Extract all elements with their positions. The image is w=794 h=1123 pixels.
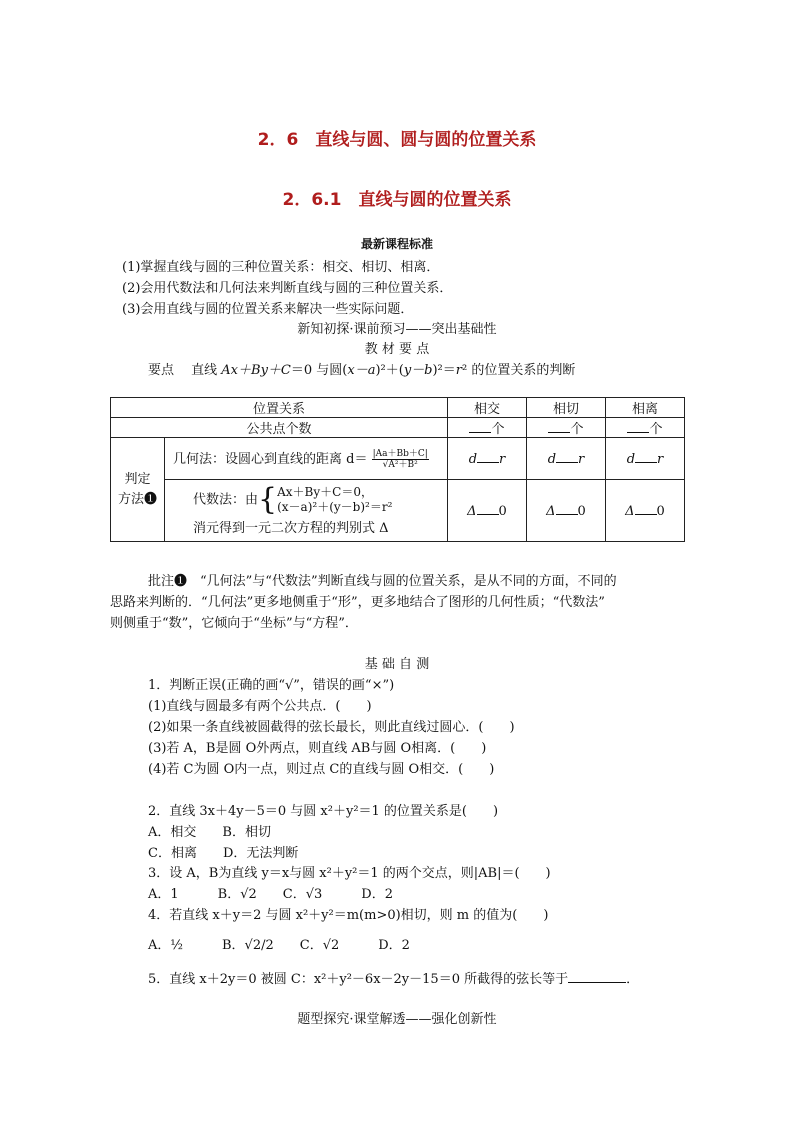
table-header-tangent: 相切 <box>527 398 606 418</box>
table-cell <box>448 480 527 542</box>
question-5-stem: 5．直线 x＋2y＝0 被圆 C：x²＋y²－6x－2y－15＝0 所截得的弦长等于 <box>148 972 569 987</box>
geometric-method <box>165 438 448 480</box>
table-cell <box>527 418 606 438</box>
table-cell <box>606 438 685 480</box>
question-2-options: A．相交 B．相切 <box>148 825 271 840</box>
note-line: 思路来判断的．“几何法”更多地侧重于“形”，更多地结合了图形的几何性质；“代数法” <box>110 595 605 610</box>
question-2-options: C．相离 D．无法判断 <box>148 846 299 861</box>
table-cell <box>606 418 685 438</box>
zero-text: 0 <box>656 504 665 519</box>
d-symbol: d <box>547 452 557 467</box>
note-line: 批注❶ “几何法”与“代数法”判断直线与圆的位置关系，是从不同的方面，不同的 <box>148 574 617 589</box>
d-symbol: d <box>626 452 636 467</box>
section-points-heading: 教 材 要 点 <box>364 342 430 357</box>
key-point-text: ＝0 与圆( <box>290 363 348 378</box>
table-cell <box>527 480 606 542</box>
judge-method-label <box>111 438 165 542</box>
d-symbol: d <box>468 452 478 467</box>
judge-label-line: 方法❶ <box>117 491 157 507</box>
table-cell <box>448 438 527 480</box>
question-3-options: A．1 B．√2 C．√3 D．2 <box>148 887 393 902</box>
section-self-test-heading: 基 础 自 测 <box>364 657 430 672</box>
question-1-item: (4)若 C为圆 O内一点，则过点 C的直线与圆 O相交．( ) <box>148 762 495 777</box>
standard-item: (1)掌握直线与圆的三种位置关系：相交、相切、相离． <box>122 260 440 275</box>
key-point-text: 直线 <box>191 363 222 378</box>
key-point-text: ² 的位置关系的判断 <box>462 363 576 378</box>
section-explore-heading: 题型探究·课堂解透——强化创新性 <box>297 1012 497 1027</box>
page-title: 2．6 直线与圆、圆与圆的位置关系 <box>257 130 537 150</box>
note-line: 则侧重于“数”，它倾向于“坐标”与“方程”． <box>110 616 358 631</box>
table-row-common-points: 公共点个数 <box>111 418 448 438</box>
question-2-stem: 2．直线 3x＋4y－5＝0 与圆 x²＋y²＝1 的位置关系是( ) <box>148 804 499 819</box>
table-header-separate: 相离 <box>606 398 685 418</box>
r-symbol: r <box>657 452 664 467</box>
question-3-stem: 3．设 A，B为直线 y＝x与圆 x²＋y²＝1 的两个交点，则|AB|＝( ) <box>148 866 551 881</box>
table-cell <box>448 418 527 438</box>
algebraic-method <box>165 480 448 542</box>
question-4-stem: 4．若直线 x＋y＝2 与圆 x²＋y²＝m(m>0)相切，则 m 的值为( ) <box>148 908 549 923</box>
table-header-relation: 位置关系 <box>111 398 448 418</box>
question-4-options: A．½ B．√2/2 C．√2 D．2 <box>148 938 410 953</box>
standard-item: (2)会用代数法和几何法来判断直线与圆的三种位置关系． <box>122 281 453 296</box>
question-1-stem: 1．判断正误(正确的画“√”，错误的画“×”) <box>148 678 395 693</box>
delta-symbol: Δ <box>467 504 477 519</box>
key-point-text: )²＋( <box>375 363 404 378</box>
r-symbol: r <box>578 452 585 467</box>
key-point-eq: x－a <box>347 363 376 378</box>
zero-text: 0 <box>498 504 507 519</box>
key-point-eq: Ax＋By＋C <box>221 363 291 378</box>
key-point-text: )²＝ <box>432 363 456 378</box>
equation-system <box>277 485 392 515</box>
unit-text: 个 <box>570 422 584 437</box>
unit-text: 个 <box>649 422 663 437</box>
formula-numerator: |Aa＋Bb＋C| <box>372 448 428 459</box>
question-1-item: (2)如果一条直线被圆截得的弦长最长，则此直线过圆心．( ) <box>148 720 515 735</box>
equation-2: (x－a)²＋(y－b)²＝r² <box>277 500 393 514</box>
geo-label: 几何法：设圆心到直线的距离 d＝ <box>173 451 368 467</box>
question-1-item: (1)直线与圆最多有两个公共点．( ) <box>148 699 372 714</box>
unit-text: 个 <box>491 422 505 437</box>
judge-label-line: 判定 <box>124 471 151 487</box>
table-header-intersect: 相交 <box>448 398 527 418</box>
table-cell <box>606 480 685 542</box>
question-5-end: ． <box>626 972 640 987</box>
relation-table <box>110 397 685 542</box>
key-point-eq: r <box>455 363 462 378</box>
section-title: 2．6.1 直线与圆的位置关系 <box>282 190 512 210</box>
key-point-eq: y－b <box>403 363 433 378</box>
equation-1: Ax＋By＋C＝0， <box>277 485 373 499</box>
question-5 <box>148 968 639 987</box>
r-symbol: r <box>499 452 506 467</box>
algebra-system-line: 代数法：由{Ax＋By＋C＝0， (x－a)²＋(y－b)²＝r² <box>193 482 393 517</box>
delta-symbol: Δ <box>625 504 635 519</box>
standards-heading: 最新课程标准 <box>360 237 433 251</box>
formula-denominator: √A²＋B² <box>382 459 418 470</box>
distance-formula <box>372 449 429 470</box>
delta-symbol: Δ <box>546 504 556 519</box>
key-point-label: 要点 <box>148 363 175 378</box>
alg-label-2: 消元得到一元二次方程的判别式 Δ <box>193 521 389 536</box>
table-cell <box>527 438 606 480</box>
zero-text: 0 <box>577 504 586 519</box>
section-new-heading: 新知初探·课前预习——突出基础性 <box>297 322 497 337</box>
standard-item: (3)会用直线与圆的位置关系来解决一些实际问题． <box>122 302 414 317</box>
question-1-item: (3)若 A，B是圆 O外两点，则直线 AB与圆 O相离．( ) <box>148 741 487 756</box>
key-point <box>148 359 575 378</box>
alg-label: 代数法：由 <box>193 492 259 508</box>
